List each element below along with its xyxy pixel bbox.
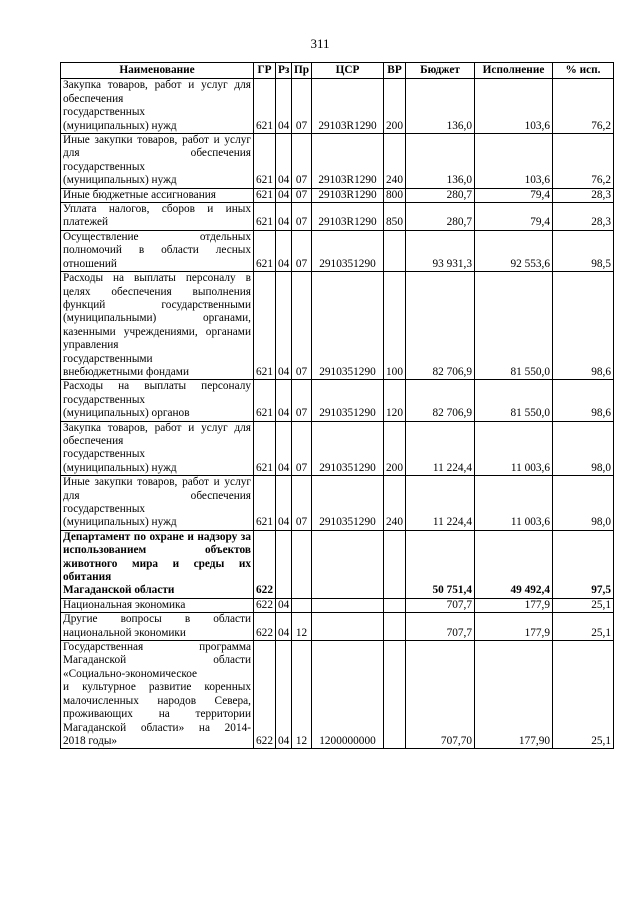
cell-percent: 25,1 [553,641,614,749]
header-csr: ЦСР [312,63,384,79]
cell-gr: 621 [254,476,276,531]
cell-execution: 11 003,6 [475,421,553,476]
table-row [61,203,614,231]
cell-vr: 120 [384,380,406,421]
cell-budget: 11 224,4 [406,476,475,531]
cell-name [61,134,254,189]
cell-name-line: Другие вопросы в области [63,613,251,626]
cell-rz: 04 [276,230,292,271]
cell-budget: 136,0 [406,79,475,134]
cell-execution: 177,90 [475,641,553,749]
cell-csr: 2910351290 [312,272,384,380]
cell-gr: 621 [254,203,276,231]
cell-vr: 850 [384,203,406,231]
cell-name-line: Магаданской области [63,584,175,597]
cell-name-line: Иные бюджетные ассигнования [63,188,216,201]
table-row [61,530,614,598]
cell-name-line: (муниципальных) нужд [63,119,177,132]
cell-pr: 07 [292,476,312,531]
cell-budget: 136,0 [406,134,475,189]
cell-name-line: отношений [63,257,117,270]
cell-name-line: 2018 годы» [63,734,118,747]
cell-percent: 28,3 [553,188,614,202]
cell-rz: 04 [276,613,292,641]
table-row [61,641,614,749]
table-row [61,134,614,189]
cell-csr: 2910351290 [312,380,384,421]
table-row [61,421,614,476]
cell-name [61,641,254,749]
cell-csr [312,613,384,641]
cell-budget: 50 751,4 [406,530,475,598]
table-body [61,79,614,749]
cell-budget: 82 706,9 [406,272,475,380]
cell-gr: 621 [254,79,276,134]
cell-name [61,272,254,380]
cell-name-line: государственных [63,503,146,515]
cell-csr: 2910351290 [312,421,384,476]
cell-gr: 622 [254,598,276,612]
cell-execution: 79,4 [475,203,553,231]
cell-pr: 07 [292,79,312,134]
cell-vr [384,598,406,612]
cell-name [61,598,254,612]
cell-percent: 98,6 [553,272,614,380]
cell-percent: 97,5 [553,530,614,598]
cell-budget: 707,7 [406,613,475,641]
cell-csr: 2910351290 [312,230,384,271]
cell-vr [384,613,406,641]
cell-rz: 04 [276,203,292,231]
cell-name-line: государственных [63,106,146,119]
cell-rz: 04 [276,476,292,531]
cell-vr: 800 [384,188,406,202]
cell-pr: 07 [292,134,312,189]
cell-csr [312,530,384,598]
cell-execution: 177,9 [475,598,553,612]
cell-execution: 11 003,6 [475,476,553,531]
cell-rz: 04 [276,188,292,202]
cell-name [61,230,254,271]
header-execution: Исполнение [475,63,553,79]
budget-table [60,62,614,749]
cell-vr: 240 [384,476,406,531]
cell-name [61,476,254,531]
header-gr: ГР [254,63,276,79]
cell-csr: 29103R1290 [312,188,384,202]
cell-name-line: Осуществление отдельных полномочий в области лесных [63,230,251,257]
cell-name [61,188,254,202]
cell-pr: 07 [292,380,312,421]
cell-name-line: национальной экономики [63,626,186,639]
cell-name-line: внебюджетными фондами [63,365,189,378]
cell-name-line: государственными [63,352,153,365]
cell-percent: 28,3 [553,203,614,231]
cell-vr [384,641,406,749]
table-row [61,598,614,612]
table-row [61,79,614,134]
cell-gr: 621 [254,380,276,421]
cell-name-line: Расходы на выплаты персоналу [63,380,251,393]
cell-name [61,380,254,421]
cell-budget: 280,7 [406,203,475,231]
cell-csr: 2910351290 [312,476,384,531]
cell-rz: 04 [276,641,292,749]
cell-name-line: Закупка товаров, работ и услуг для обеспечения [63,79,251,105]
cell-vr: 100 [384,272,406,380]
header-vr: ВР [384,63,406,79]
cell-name [61,79,254,134]
cell-pr [292,598,312,612]
cell-execution: 103,6 [475,79,553,134]
cell-percent: 76,2 [553,79,614,134]
table-row [61,476,614,531]
table-row [61,188,614,202]
cell-percent: 25,1 [553,598,614,612]
cell-execution: 49 492,4 [475,530,553,598]
cell-csr: 1200000000 [312,641,384,749]
cell-gr: 622 [254,641,276,749]
cell-name-line: государственных [63,393,146,406]
cell-vr: 200 [384,421,406,476]
table-row [61,230,614,271]
cell-gr: 621 [254,421,276,476]
cell-name-line: (муниципальных) нужд [63,174,177,187]
cell-rz: 04 [276,598,292,612]
cell-vr: 200 [384,79,406,134]
cell-pr: 07 [292,203,312,231]
cell-gr: 621 [254,230,276,271]
cell-execution: 103,6 [475,134,553,189]
cell-name-line: (муниципальных) нужд [63,461,177,474]
cell-name-line: Иные закупки товаров, работ и услуг для обеспечения [63,476,251,502]
cell-csr: 29103R1290 [312,79,384,134]
cell-pr: 07 [292,272,312,380]
cell-name-line: Закупка товаров, работ и услуг для обеспечения [63,421,251,447]
cell-rz: 04 [276,134,292,189]
cell-pr: 07 [292,188,312,202]
cell-gr: 621 [254,188,276,202]
cell-pr: 12 [292,613,312,641]
header-percent: % исп. [553,63,614,79]
cell-name-line: (муниципальных) органов [63,407,190,420]
cell-budget: 82 706,9 [406,380,475,421]
cell-gr: 622 [254,613,276,641]
cell-execution: 177,9 [475,613,553,641]
header-name: Наименование [61,63,254,79]
table-header-row [61,63,614,79]
cell-pr [292,530,312,598]
cell-gr: 621 [254,134,276,189]
cell-percent: 98,0 [553,421,614,476]
cell-execution: 92 553,6 [475,230,553,271]
cell-percent: 25,1 [553,613,614,641]
cell-name-line: государственных [63,160,146,173]
cell-name-line: и культурное развитие коренных малочисленных народов Севера, проживающих на территории Магаданской области» на 2014- [63,681,251,734]
cell-name-line: Иные закупки товаров, работ и услуг для обеспечения [63,134,251,160]
cell-execution: 79,4 [475,188,553,202]
cell-name-line: (муниципальных) нужд [63,516,177,529]
cell-rz: 04 [276,272,292,380]
table-row [61,613,614,641]
cell-name-line: Уплата налогов, сборов и иных [63,203,251,216]
cell-pr: 07 [292,421,312,476]
cell-rz: 04 [276,380,292,421]
cell-name-line: Департамент по охране и надзору за использованием объектов животного мира и среды их обитания [63,530,251,584]
cell-name-line: государственных [63,448,146,461]
cell-name-line: Расходы на выплаты персоналу в целях обеспечения выполнения функций государственными (муниципальными) органами, казенными учреждениями, органами управления [63,272,251,352]
cell-percent: 98,5 [553,230,614,271]
cell-csr: 29103R1290 [312,203,384,231]
cell-budget: 93 931,3 [406,230,475,271]
table-row [61,380,614,421]
page-number: 311 [310,36,330,51]
cell-rz: 04 [276,421,292,476]
cell-rz: 04 [276,79,292,134]
cell-percent: 76,2 [553,134,614,189]
cell-vr: 240 [384,134,406,189]
cell-percent: 98,6 [553,380,614,421]
cell-pr: 07 [292,230,312,271]
cell-vr [384,230,406,271]
cell-rz [276,530,292,598]
header-budget: Бюджет [406,63,475,79]
cell-csr: 29103R1290 [312,134,384,189]
cell-name [61,530,254,598]
header-rz: Рз [276,63,292,79]
cell-execution: 81 550,0 [475,272,553,380]
cell-name [61,613,254,641]
cell-budget: 11 224,4 [406,421,475,476]
cell-budget: 707,7 [406,598,475,612]
cell-name [61,421,254,476]
cell-gr: 622 [254,530,276,598]
cell-name-line: Национальная экономика [63,598,186,611]
table-row [61,272,614,380]
cell-vr [384,530,406,598]
cell-execution: 81 550,0 [475,380,553,421]
cell-percent: 98,0 [553,476,614,531]
cell-budget: 280,7 [406,188,475,202]
cell-name [61,203,254,231]
cell-budget: 707,70 [406,641,475,749]
cell-gr: 621 [254,272,276,380]
cell-name-line: платежей [63,216,109,229]
cell-name-line: Государственная программа Магаданской области [63,641,251,667]
cell-pr: 12 [292,641,312,749]
header-pr: Пр [292,63,312,79]
cell-name-line: «Социально-экономическое [63,667,198,680]
cell-csr [312,598,384,612]
